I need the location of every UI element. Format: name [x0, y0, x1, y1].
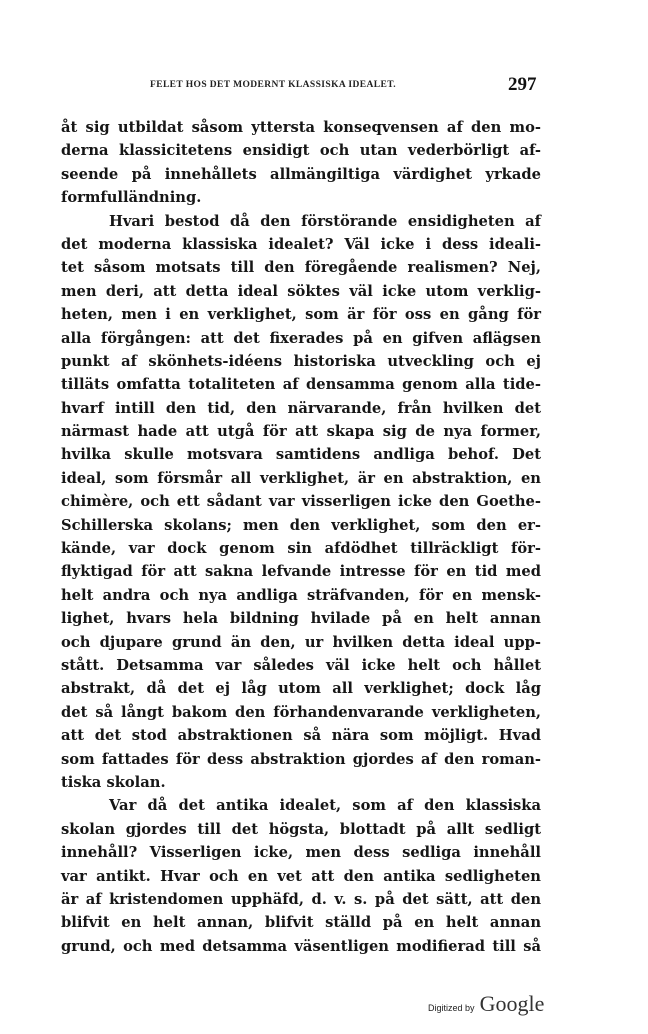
text-line: tet såsom motsats till den föregående realismen? Nej,: [61, 259, 541, 277]
text-line: tilläts omfatta totaliteten af densamma genom alla tide-: [61, 376, 541, 394]
text-line: och djupare grund än den, ur hvilken detta ideal upp-: [61, 633, 541, 651]
text-line: Hvari bestod då den förstörande ensidigheten af: [109, 212, 541, 230]
text-line: Var då det antika idealet, som af den klassiska: [109, 797, 541, 815]
text-line: helt andra och nya andliga sträfvanden, för en mensk-: [61, 586, 541, 604]
text-line: åt sig utbildat såsom yttersta konseqvensen af den mo-: [61, 119, 541, 136]
text-line: det så långt bakom den förhandenvarande verkligheten,: [61, 703, 541, 721]
text-line: skolan gjordes till det högsta, blottadt på allt sedligt: [61, 820, 541, 838]
text-line: tiska skolan.: [61, 773, 166, 791]
running-head: FELET HOS DET MODERNT KLASSISKA IDEALET.: [150, 80, 397, 90]
text-line: innehåll? Visserligen icke, men dess sedliga innehåll: [61, 844, 541, 862]
text-line: ideal, som försmår all verklighet, är en abstraktion, en: [61, 469, 541, 487]
text-line: är af kristendomen upphäfd, d. v. s. på det sätt, att den: [61, 890, 541, 908]
text-line: var antikt. Hvar och en vet att den antika sedligheten: [61, 867, 541, 885]
text-line: formfulländning.: [61, 189, 202, 207]
text-line: alla förgången: att det fixerades på en gifven aflägsen: [61, 329, 541, 347]
google-logo: Google: [479, 991, 545, 1016]
text-line: chimère, och ett sådant var visserligen icke den Goethe-: [61, 493, 541, 511]
text-line: Schillerska skolans; men den verklighet, som den er-: [61, 516, 541, 534]
text-line: abstrakt, då det ej låg utom all verklighet; dock låg: [61, 680, 541, 698]
digitized-by-watermark: [428, 991, 544, 1017]
text-line: som fattades för dess abstraktion gjordes af den roman-: [61, 750, 541, 768]
text-line: flyktigad för att sakna lefvande intresse för en tid med: [61, 563, 541, 581]
text-line: hvarf intill den tid, den närvarande, från hvilken det: [61, 399, 541, 417]
text-line: att det stod abstraktionen så nära som möjligt. Hvad: [61, 727, 541, 745]
text-line: men deri, att detta ideal söktes väl icke utom verklig-: [61, 282, 541, 300]
digitized-by-label: Digitized by: [428, 1003, 475, 1013]
text-line: punkt af skönhets-idéens historiska utveckling och ej: [61, 352, 541, 370]
text-line: heten, men i en verklighet, som är för oss en gång för: [61, 306, 541, 324]
text-line: det moderna klassiska idealet? Väl icke i dess ideali-: [61, 235, 541, 253]
text-line: grund, och med detsamma väsentligen modifierad till så: [61, 937, 541, 955]
text-line: hvilka skulle motsvara samtidens andliga behof. Det: [61, 446, 541, 464]
body-text: [61, 116, 541, 958]
text-line: derna klassicitetens ensidigt och utan vederbörligt af-: [61, 142, 541, 160]
page-number: 297: [508, 74, 537, 95]
text-line: lighet, hvars hela bildning hvilade på en helt annan: [61, 610, 541, 628]
text-line: närmast hade att utgå för att skapa sig de nya former,: [61, 423, 541, 441]
text-line: blifvit en helt annan, blifvit ställd på en helt annan: [61, 914, 541, 932]
text-line: seende på innehållets allmängiltiga värdighet yrkade: [61, 165, 541, 183]
text-line: stått. Detsamma var således väl icke helt och hållet: [61, 656, 541, 674]
text-line: kände, var dock genom sin afdödhet tillräckligt för-: [61, 540, 541, 558]
